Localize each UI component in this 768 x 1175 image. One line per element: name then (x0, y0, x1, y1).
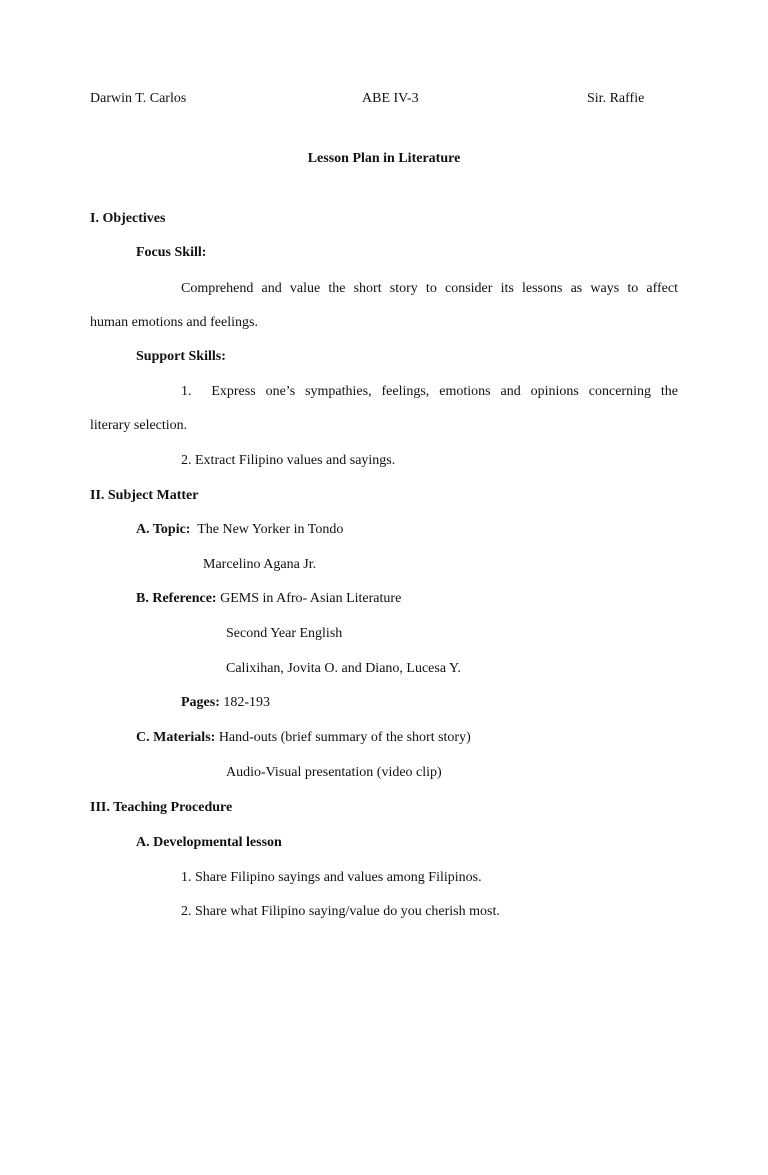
pages-label: Pages: (181, 695, 220, 710)
materials-value: Hand-outs (brief summary of the short story) (218, 730, 471, 745)
support-skills-label: Support Skills: (136, 349, 226, 364)
support-skill-1-line1: 1. Express one’s sympathies, feelings, emotions and opinions concerning the (181, 384, 678, 399)
developmental-lesson-label: A. Developmental lesson (136, 835, 282, 850)
materials-row (136, 729, 471, 747)
materials-label: C. Materials: (136, 730, 216, 745)
topic-author: Marcelino Agana Jr. (203, 557, 317, 572)
objectives-heading: I. Objectives (90, 211, 166, 226)
reference-line2: Second Year English (226, 626, 343, 641)
topic-row (136, 521, 343, 539)
topic-label: A. Topic: (136, 522, 191, 537)
reference-value: GEMS in Afro- Asian Literature (220, 591, 402, 606)
reference-row (136, 590, 401, 608)
teaching-procedure-heading: III. Teaching Procedure (90, 800, 233, 815)
reference-line3: Calixihan, Jovita O. and Diano, Lucesa Y. (226, 661, 461, 676)
support-skill-2: 2. Extract Filipino values and sayings. (181, 453, 396, 468)
topic-value: The New Yorker in Tondo (197, 522, 344, 537)
pages-value: 182-193 (223, 695, 271, 710)
focus-skill-text-line1: Comprehend and value the short story to consider its lessons as ways to affect (181, 281, 678, 296)
support-skill-1-line2: literary selection. (90, 418, 188, 433)
teacher-name: Sir. Raffie (587, 91, 645, 106)
pages-row (181, 694, 270, 712)
reference-label: B. Reference: (136, 591, 217, 606)
procedure-item-2: 2. Share what Filipino saying/value do you cherish most. (181, 904, 500, 919)
materials-line2: Audio-Visual presentation (video clip) (226, 765, 442, 780)
class-section: ABE IV-3 (362, 91, 419, 106)
subject-matter-heading: II. Subject Matter (90, 488, 199, 503)
document-title: Lesson Plan in Literature (307, 151, 461, 166)
author-name: Darwin T. Carlos (90, 91, 187, 106)
focus-skill-label: Focus Skill: (136, 245, 207, 260)
focus-skill-text-line2: human emotions and feelings. (90, 315, 258, 330)
procedure-item-1: 1. Share Filipino sayings and values among Filipinos. (181, 870, 482, 885)
